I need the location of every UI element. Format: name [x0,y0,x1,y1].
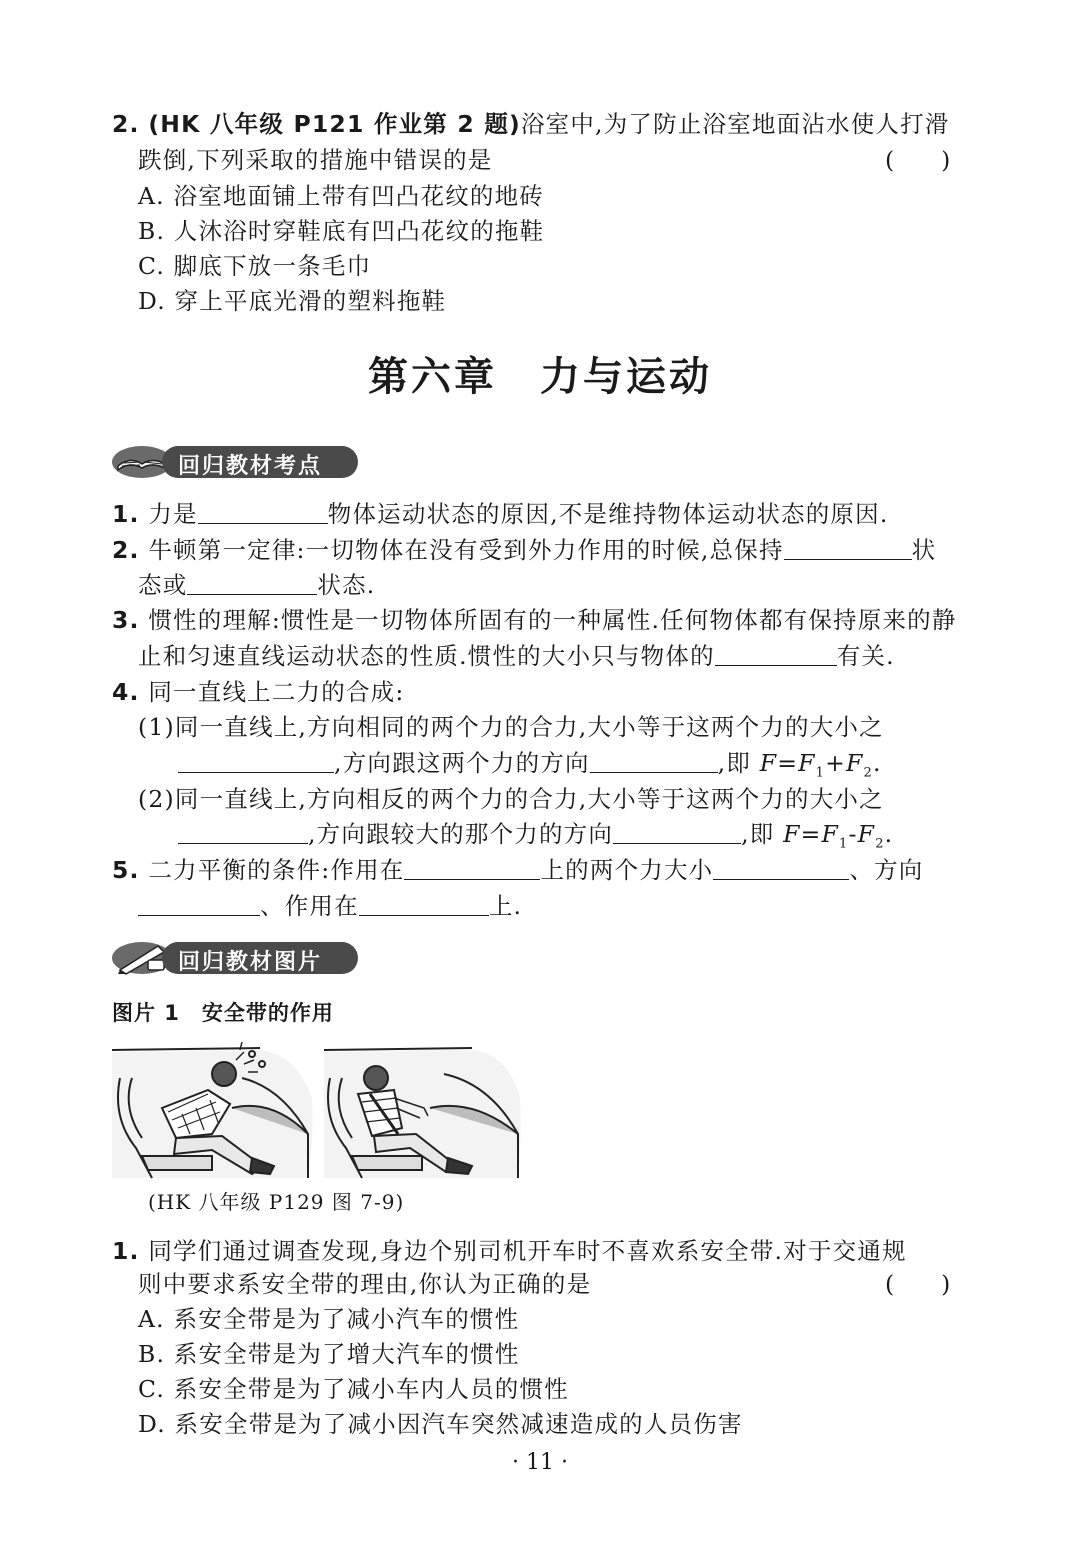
formula-sub1: 1 [839,836,849,852]
fill-blank[interactable] [138,893,260,916]
formula-f1: F [798,749,816,777]
item-text: ,方向跟这两个力的方向 [334,749,590,777]
item-text: 牛顿第一定律:一切物体在没有受到外力作用的时候,总保持 [148,536,784,564]
fill-blank[interactable] [178,821,308,844]
item-text: 状 [911,536,937,564]
item-text: 态或 [138,571,188,599]
page-number: · 11 · [512,1450,568,1475]
option-c: C. 系安全带是为了减小车内人员的惯性 [138,1375,569,1403]
fill-blank[interactable] [359,893,489,916]
point-5-line1 [112,854,924,886]
formula-eq: = [800,820,822,848]
option-d: D. 系安全带是为了减小因汽车突然减速造成的人员伤害 [138,1410,743,1438]
formula-sub2: 2 [875,836,885,852]
question-1-line2: 则中要求系安全带的理由,你认为正确的是 [138,1270,592,1298]
question-stem: 浴室中,为了防止浴室地面沾水使人打滑 [520,110,950,138]
point-4-1-line1: (1)同一直线上,方向相同的两个力的合力,大小等于这两个力的大小之 [138,713,884,741]
fill-blank[interactable] [187,572,317,595]
item-text: 同一直线上二力的合成: [148,678,405,706]
badge-pill [162,446,358,478]
point-5-line2 [138,890,522,922]
fill-blank[interactable] [198,501,328,524]
formula-f2: F [846,749,864,777]
point-1 [112,498,889,530]
item-text: 上. [488,892,523,920]
item-text: ,即 [741,820,784,848]
point-3-line1 [112,604,957,636]
formula-op: + [825,749,847,777]
item-number: 5. [112,856,140,884]
item-text: 止和匀速直线运动状态的性质.惯性的大小只与物体的 [138,642,715,670]
option-c: C. 脚底下放一条毛巾 [138,252,372,280]
option-d: D. 穿上平底光滑的塑料拖鞋 [138,287,447,315]
answer-paren: ( ) [885,1270,951,1298]
formula-sub2: 2 [863,765,874,781]
item-text: ,即 [717,749,760,777]
formula-f1: F [821,820,840,848]
section-badge-figures [110,940,360,976]
formula-op: - [848,820,858,848]
figure-heading: 图片 1 安全带的作用 [112,1001,334,1025]
fill-blank[interactable] [613,821,741,844]
question-1-line1 [112,1235,907,1267]
fill-blank[interactable] [784,537,912,560]
formula-f2: F [857,820,876,848]
badge-label: 回归教材考点 [178,454,323,479]
item-text: 二力平衡的条件:作用在 [148,856,405,884]
formula-f: F [759,749,778,777]
section-badge-points [110,444,360,480]
option-a: A. 浴室地面铺上带有凹凸花纹的地砖 [138,182,545,210]
fill-blank[interactable] [715,643,837,666]
formula-eq: = [777,749,799,777]
car-without-seatbelt [112,1042,313,1178]
fill-blank[interactable] [178,750,334,773]
fill-blank[interactable] [590,750,718,773]
figure-caption: (HK 八年级 P129 图 7-9) [148,1190,405,1214]
item-text: ,方向跟较大的那个力的方向 [308,820,614,848]
formula-f: F [783,820,801,848]
chapter-title: 第六章 力与运动 [368,353,712,400]
item-text: 惯性的理解:惯性是一切物体所固有的一种属性.任何物体都有保持原来的静 [148,606,957,634]
question-2-line1 [112,108,950,140]
fill-blank[interactable] [404,857,540,880]
point-4 [112,676,404,708]
formula-end: . [884,820,894,848]
point-2-line2 [138,569,375,601]
item-text: 上的两个力大小 [540,856,714,884]
item-text: 物体运动状态的原因,不是维持物体运动状态的原因. [327,500,889,528]
item-text: 状态. [317,571,376,599]
fill-blank[interactable] [713,857,849,880]
point-4-2-line1: (2)同一直线上,方向相反的两个力的合力,大小等于这两个力的大小之 [138,785,884,813]
answer-paren: ( ) [885,146,951,174]
item-text: 、方向 [849,856,924,884]
point-3-line2 [138,640,895,672]
question-number: 1. [112,1237,140,1265]
formula-sub1: 1 [815,765,826,781]
point-2-line1 [112,534,936,566]
question-stem: 同学们通过调查发现,身边个别司机开车时不喜欢系安全带.对于交通规 [148,1237,907,1265]
item-text: 力是 [148,500,198,528]
item-number: 4. [112,678,140,706]
item-number: 3. [112,606,140,634]
item-number: 2. [112,536,140,564]
question-2-line2: 跌倒,下列采取的措施中错误的是 [138,146,493,174]
item-number: 1. [112,500,140,528]
option-a: A. 系安全带是为了减小汽车的惯性 [138,1305,520,1333]
badge-label: 回归教材图片 [178,950,323,975]
option-b: B. 系安全带是为了增大汽车的惯性 [138,1340,520,1368]
option-b: B. 人沐浴时穿鞋底有凹凸花纹的拖鞋 [138,217,545,245]
seatbelt-illustration [112,1038,522,1184]
car-with-seatbelt [324,1048,521,1178]
formula-end: . [873,749,882,777]
question-number: 2. [112,110,140,138]
item-text: 、作用在 [260,892,359,920]
question-source: (HK 八年级 P121 作业第 2 题) [148,110,521,138]
item-text: 有关. [836,642,895,670]
badge-pill [162,942,358,974]
